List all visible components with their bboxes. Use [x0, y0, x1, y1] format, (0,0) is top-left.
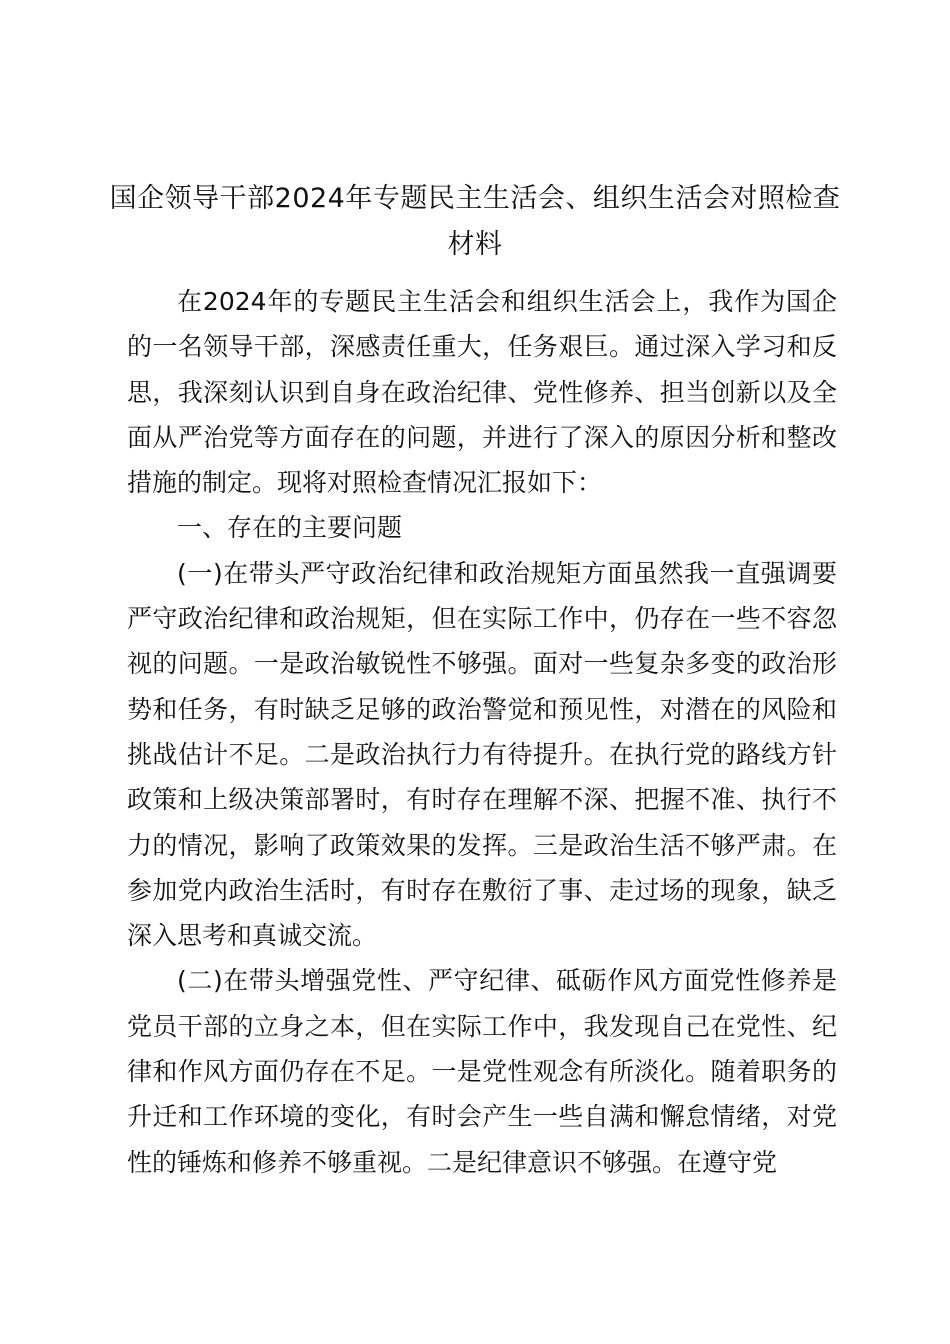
- paragraph-political-discipline: (一)在带头严守政治纪律和政治规矩方面虽然我一直强调要严守政治纪律和政治规矩，但在实际工作中，仍存在一些不容忽视的问题。一是政治敏锐性不够强。面对一些复杂多变的政治形势和任务，有时缺乏足够的政治警觉和预见性，对潜在的风险和挑战估计不足。二是政治执行力有待提升。在执行党的路线方针政策和上级决策部署时，有时存在理解不深、把握不准、执行不力的情况，影响了政策效果的发挥。三是政治生活不够严肃。在参加党内政治生活时，有时存在敷衍了事、走过场的现象，缺乏深入思考和真诚交流。: [127, 558, 837, 951]
- paragraph-intro: 在2024年的专题民主生活会和组织生活会上，我作为国企的一名领导干部，深感责任重大，任务艰巨。通过深入学习和反思，我深刻认识到自身在政治纪律、党性修养、担当创新以及全面从严治党等方面存在的问题，并进行了深入的原因分析和整改措施的制定。现将对照检查情况汇报如下：: [127, 287, 837, 498]
- paragraph-party-spirit: (二)在带头增强党性、严守纪律、砥砺作风方面党性修养是党员干部的立身之本，但在实际工作中，我发现自己在党性、纪律和作风方面仍存在不足。一是党性观念有所淡化。随着职务的升迁和工作环境的变化，有时会产生一些自满和懈怠情绪，对党性的锤炼和修养不够重视。二是纪律意识不够强。在遵守党: [127, 966, 837, 1177]
- section-heading-main-problems: 一、存在的主要问题: [177, 513, 403, 543]
- document-title: 国企领导干部2024年专题民主生活会、组织生活会对照检查材料: [109, 183, 841, 260]
- document-body: [127, 279, 837, 1185]
